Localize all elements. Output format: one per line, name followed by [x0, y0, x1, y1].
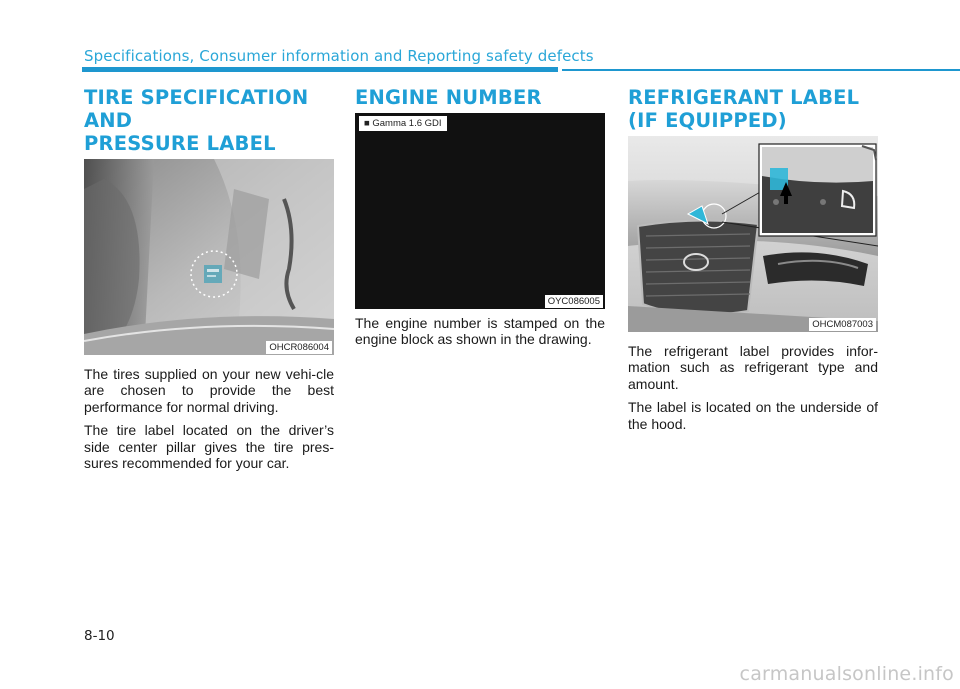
section-tire-label — [84, 86, 334, 478]
paragraph: The refrigerant label provides infor-mation such as refrigerant type and amount. — [628, 343, 878, 392]
engine-number-photo — [355, 113, 605, 309]
paragraph: The engine number is stamped on the engine block as shown in the drawing. — [355, 315, 605, 348]
car-front-illustration — [628, 136, 878, 332]
engine-block-illustration — [355, 113, 605, 309]
paragraph: The label is located on the underside of the hood. — [628, 399, 878, 432]
section-refrigerant-label — [628, 86, 878, 439]
title-line-2: PRESSURE LABEL — [84, 132, 276, 155]
section-title — [84, 86, 334, 155]
section-body — [355, 315, 605, 348]
paragraph: The tires supplied on your new vehi-cle are chosen to provide the best performance for normal driving. — [84, 366, 334, 415]
title-line-2: (IF EQUIPPED) — [628, 109, 787, 132]
header-rule-thin — [562, 69, 960, 71]
page-number: 8-10 — [84, 628, 115, 644]
chapter-header-title: Specifications, Consumer information and Reporting safety defects — [84, 47, 594, 65]
title-line-1: REFRIGERANT LABEL — [628, 86, 860, 109]
section-engine-number — [355, 86, 605, 355]
image-code: OHCR086004 — [266, 341, 332, 354]
section-title — [628, 86, 878, 132]
paragraph: The tire label located on the driver’s side center pillar gives the tire pres-sures recommended for your car. — [84, 422, 334, 472]
image-code: OHCM087003 — [809, 318, 876, 331]
site-watermark: carmanualsonline.info — [739, 663, 954, 685]
title-line-1: ENGINE NUMBER — [355, 86, 542, 109]
section-body — [628, 343, 878, 432]
image-code: OYC086005 — [545, 295, 603, 308]
section-body — [84, 366, 334, 471]
title-line-1: TIRE SPECIFICATION AND — [84, 86, 309, 132]
header-rule-thick — [82, 67, 558, 72]
tire-label-photo — [84, 159, 334, 355]
engine-variant-tag: ■ Gamma 1.6 GDI — [359, 116, 447, 131]
section-title — [355, 86, 605, 109]
door-pillar-illustration — [84, 159, 334, 355]
refrigerant-label-photo — [628, 136, 878, 332]
